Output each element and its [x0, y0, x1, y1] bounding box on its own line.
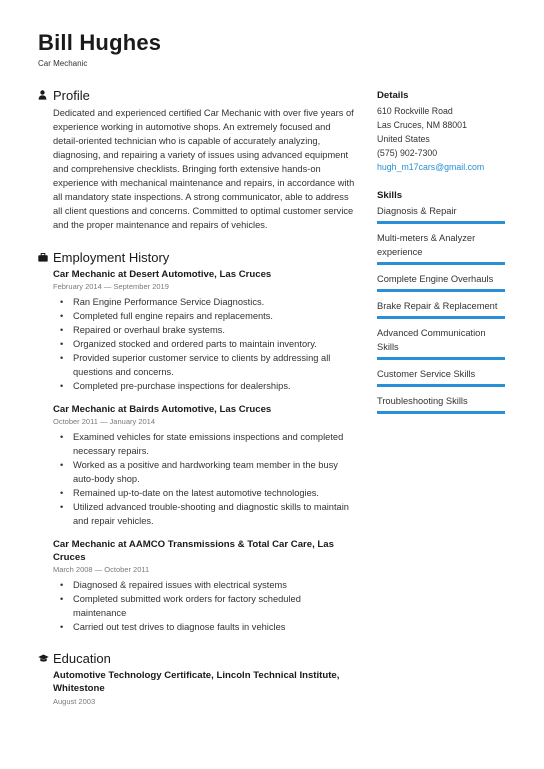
list-item: • Utilized advanced trouble-shooting and diagnostic skills to maintain and repair vehicles.: [53, 500, 356, 528]
list-item: • Completed full engine repairs and replacements.: [53, 309, 356, 323]
list-item: • Completed submitted work orders for factory scheduled maintenance: [53, 592, 356, 620]
address-country: United States: [377, 134, 430, 144]
education-title: Education: [53, 650, 111, 666]
employment-title: Employment History: [53, 249, 170, 265]
job-entry: [53, 403, 356, 528]
job-entry: [53, 538, 356, 634]
skill-item: Multi-meters & Analyzer experience: [377, 231, 505, 265]
profile-title: Profile: [53, 87, 90, 103]
list-item: • Worked as a positive and hardworking team member in the busy auto-body shop.: [53, 458, 356, 486]
skill-item: Advanced Communication Skills: [377, 326, 505, 360]
candidate-name: Bill Hughes: [38, 30, 162, 55]
job-dates: March 2008 — October 2011: [53, 565, 150, 574]
education-heading: [38, 649, 356, 667]
profile-section: [38, 86, 356, 232]
job-dates: February 2014 — September 2019: [53, 282, 169, 291]
list-item: • Carried out test drives to diagnose faults in vehicles: [53, 620, 356, 634]
address-line-2: Las Cruces, NM 88001: [377, 120, 467, 130]
list-item: • Ran Engine Performance Service Diagnostics.: [53, 295, 356, 309]
job-bullets: [53, 430, 356, 528]
address-line-1: 610 Rockville Road: [377, 106, 453, 116]
list-item: • Diagnosed & repaired issues with electrical systems: [53, 578, 356, 592]
skill-item: Troubleshooting Skills: [377, 394, 505, 414]
sidebar: [377, 89, 505, 421]
skills-heading: Skills: [377, 190, 403, 201]
resume-header: [38, 30, 161, 68]
education-entry: [53, 669, 356, 707]
job-entry: [53, 268, 356, 393]
graduation-cap-icon: [38, 654, 53, 663]
employment-section: [38, 248, 356, 634]
profile-summary: Dedicated and experienced certified Car Mechanic with over five years of experience working in automotive shops. An extremely focused and detail-oriented technician who is capable of accurately analyzing, diagnosing, and repairing a variety of issues using advanced equipment and comprehensive checklists. Bringing forth extensive hands-on experience with mechanical maintenance and repairs, in accordance with all mandatory state inspections. A strong communicator, able to address all client questions and concerns. Committed to optimal customer service and the proper maintenance and repairs of vehicles.: [53, 108, 355, 230]
job-title: Car Mechanic at AAMCO Transmissions & Total Car Care, Las Cruces: [53, 539, 334, 563]
list-item: • Completed pre-purchase inspections for dealerships.: [53, 379, 356, 393]
job-bullets: [53, 295, 356, 393]
skill-item: Brake Repair & Replacement: [377, 299, 505, 319]
person-icon: [38, 90, 53, 100]
list-item: • Provided superior customer service to clients by addressing all questions and concerns.: [53, 351, 356, 379]
employment-heading: [38, 248, 356, 266]
education-dates: August 2003: [53, 697, 96, 706]
details-section: [377, 89, 505, 174]
job-dates: October 2011 — January 2014: [53, 417, 156, 426]
job-title: Car Mechanic at Desert Automotive, Las Cruces: [53, 269, 272, 280]
profile-heading: [38, 86, 356, 104]
list-item: • Repaired or overhaul brake systems.: [53, 323, 356, 337]
skills-section: [377, 189, 505, 414]
list-item: • Remained up-to-date on the latest automotive technologies.: [53, 486, 356, 500]
list-item: • Examined vehicles for state emissions inspections and completed necessary repairs.: [53, 430, 356, 458]
education-title-line: Automotive Technology Certificate, Lincoln Technical Institute, Whitestone: [53, 670, 340, 694]
list-item: • Organized stocked and ordered parts to maintain inventory.: [53, 337, 356, 351]
skill-item: Complete Engine Overhauls: [377, 272, 505, 292]
phone-number: (575) 902-7300: [377, 148, 438, 158]
job-title: Car Mechanic at Bairds Automotive, Las Cruces: [53, 404, 272, 415]
skill-item: Diagnosis & Repair: [377, 204, 505, 224]
details-heading: Details: [377, 90, 409, 101]
email-link[interactable]: hugh_m17cars@gmail.com: [377, 162, 485, 172]
main-column: [38, 86, 356, 707]
job-bullets: [53, 578, 356, 634]
skill-item: Customer Service Skills: [377, 367, 505, 387]
candidate-title: Car Mechanic: [38, 59, 88, 68]
education-section: [38, 649, 356, 707]
briefcase-icon: [38, 253, 53, 262]
